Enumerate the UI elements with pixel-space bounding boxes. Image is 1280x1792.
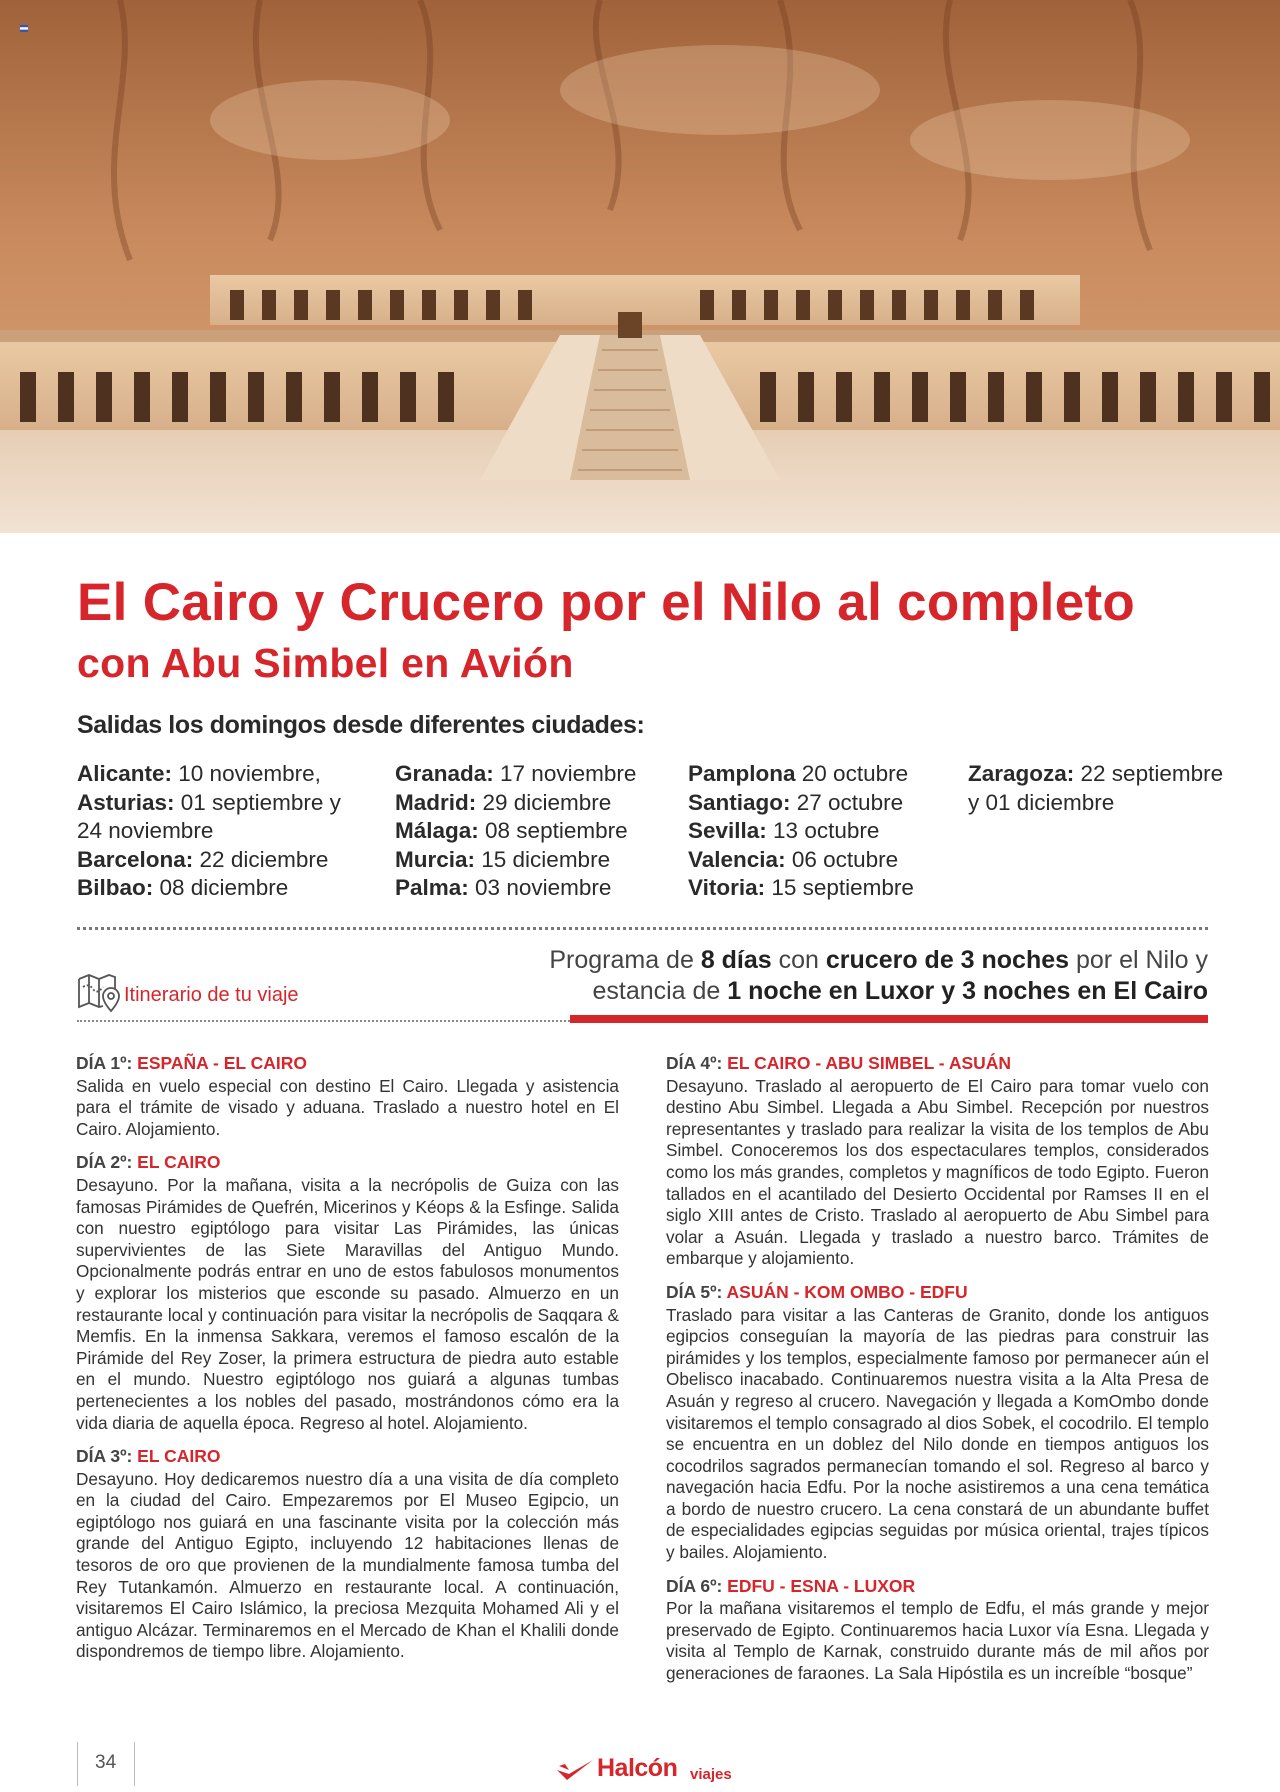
program-summary: Programa de 8 días con crucero de 3 noches por el Nilo y estancia de 1 noche en Luxor y 3 noches en El Cairo: [549, 946, 1208, 1005]
day-heading: DÍA 5º: ASUÁN - KOM OMBO - EDFU: [666, 1281, 968, 1302]
departure-item: Alicante: 10 noviembre,: [77, 761, 321, 786]
day-block-1: [76, 1053, 619, 1140]
footer-divider: [134, 1742, 135, 1786]
departure-item: Valencia: 06 octubre: [688, 846, 899, 872]
dotted-divider: [77, 927, 1208, 930]
brand-sub: viajes: [690, 1766, 732, 1783]
hero-photo-temple: [0, 0, 1280, 533]
map-pin-icon: [77, 973, 121, 1013]
departure-item: Palma: 03 noviembre: [395, 875, 612, 900]
departures-column-1: [77, 760, 367, 903]
day-text: Desayuno. Traslado al aeropuerto de El Cairo para tomar vuelo con destino Abu Simbel. Llegada a Abu Simbel. Recepción por nuestros representantes y traslado para realizar la visita de los templos de Abu Simbel. Conoceremos los dos espectaculares templos, considerados como los más grandes, completos y magníficos de todo Egipto. Fueron tallados en el acantilado del Desierto Occidental por Ramses II en el siglo XIII antes de Cristo. Traslado al aeropuerto de Abu Simbel para volar a Asuán. Llegada y traslado a nuestro barco. Trámites de embarque y alojamiento.: [666, 1075, 1209, 1269]
day-text: Traslado para visitar a las Canteras de Granito, donde los antiguos egipcios conseguían la mayoría de las piedras para construir las pirámides y los templos, especialmente famoso por permanecer aún el Obelisco inacabado. Continuaremos nuestra visita a la Alta Presa de Asuán y regreso al crucero. Navegación y llegada a KomOmbo donde visitaremos el templo consagrado al dios Sobek, el cocodrilo. El templo se encuentra en un doblez del Nilo donde en tiempos antiguos los cocodrilos sagrados permanecían tomando el sol. Regreso al barco y navegación hacia Edfu. Por la noche asistiremos a una cena temática a bordo de nuestro crucero. La cena constará de un abundante buffet de especialidades egipcias seguidas por música oriental, trajes típicos y bailes. Alojamiento.: [666, 1304, 1209, 1563]
page-subtitle: con Abu Simbel en Avión: [77, 640, 574, 686]
departure-item: Málaga: 08 septiembre: [395, 818, 628, 843]
departure-item: Zaragoza: 22 septiembre y 01 diciembre: [968, 761, 1224, 815]
departure-item: Murcia: 15 diciembre: [395, 846, 611, 872]
day-heading: DÍA 1º: ESPAÑA - EL CAIRO: [76, 1053, 308, 1073]
departure-item: Pamplona 20 octubre: [688, 761, 909, 786]
flag-icon: [20, 19, 28, 26]
page-number: 34: [95, 1752, 117, 1773]
departure-item: Granada: 17 noviembre: [395, 761, 637, 786]
day-block-3: [76, 1446, 619, 1663]
day-block-2: [76, 1152, 619, 1434]
accent-bar: [570, 1015, 1208, 1023]
itinerary-column-left: [76, 1053, 619, 1675]
departure-item: Santiago: 27 octubre: [688, 789, 904, 815]
day-heading: DÍA 6º: EDFU - ESNA - LUXOR: [666, 1575, 916, 1596]
departure-item: Madrid: 29 diciembre: [395, 789, 612, 815]
departure-item: Vitoria: 15 septiembre: [688, 875, 914, 900]
day-text: Por la mañana visitaremos el templo de Edfu, el más grande y mejor preservado de Egipto. Continuaremos hacia Luxor vía Esna. Llegada y visita al Templo de Karnak, construido durante más de mil años por generaciones de faraones. La Sala Hipóstila es un increíble “bosque”: [666, 1598, 1209, 1684]
brand-name: Halcón: [597, 1754, 678, 1782]
day-text: Desayuno. Por la mañana, visita a la necrópolis de Guiza con las famosas Pirámides de Quefrén, Micerinos y Kéops & la Esfinge. Salida con nuestro egiptólogo para visitar Las Pirámides, las únicas supervivientes de las Siete Maravillas del Antiguo Mundo. Opcionalmente podrás entrar en uno de estos fabulosos monumentos y explorar los misterios que esconde su pasado. Almuerzo en un restaurante local y continuación para visitar la necrópolis de Saqqara & Memfis. En la inmensa Sakkara, veremos el famoso escalón de la Pirámide del Rey Zoser, la primera estructura de piedra auto estable en el mundo. Nuestro egiptólogo nos guiará a algunas tumbas pertenecientes a los nobles del pasado, mostrándonos cómo era la vida diaria de aquella época. Regreso al hotel. Alojamiento.: [76, 1174, 619, 1433]
departure-item: Asturias: 01 septiembre y 24 noviembre: [77, 789, 341, 843]
footer-divider: [77, 1742, 78, 1786]
dotted-divider: [77, 1020, 570, 1022]
day-text: Desayuno. Hoy dedicaremos nuestro día a una visita de día completo en la ciudad del Cairo. Empezaremos por El Museo Egipcio, un egiptólogo nos guiará en una fascinante visita por la colección más grande del Antiguo Egipto, incluyendo 12 habitaciones llenas de tesoros de oro que provienen de la mundialmente famosa tumba del Rey Tutankamón. Almuerzo en restaurante local. A continuación, visitaremos El Cairo Islámico, la preciosa Mezquita Mohamed Ali y el antiguo Alcázar. Terminaremos en el Mercado de Khan el Khalili donde dispondremos de tiempo libre. Alojamiento.: [76, 1468, 619, 1662]
page-title: El Cairo y Crucero por el Nilo al completo: [77, 573, 1136, 632]
departures-column-3: [688, 760, 968, 903]
departure-item: Barcelona: 22 diciembre: [77, 846, 329, 872]
day-text: Salida en vuelo especial con destino El Cairo. Llegada y asistencia para el trámite de visado y aduana. Traslado a nuestro hotel en El Cairo. Alojamiento.: [76, 1075, 619, 1139]
departure-item: Sevilla: 13 octubre: [688, 818, 880, 843]
day-block-4: [666, 1053, 1209, 1270]
departures-column-4: [968, 760, 1228, 817]
departure-item: Bilbao: 08 diciembre: [77, 875, 289, 900]
day-heading: DÍA 4º: EL CAIRO - ABU SIMBEL - ASUÁN: [666, 1053, 1012, 1073]
departures-column-2: [395, 760, 685, 903]
day-heading: DÍA 3º: EL CAIRO: [76, 1446, 221, 1467]
itinerary-label: Itinerario de tu viaje: [124, 984, 299, 1006]
day-block-5: [666, 1282, 1209, 1564]
day-heading: DÍA 2º: EL CAIRO: [76, 1152, 221, 1173]
day-block-6: [666, 1576, 1209, 1685]
halcon-logo-icon: [555, 1758, 595, 1784]
departures-heading: Salidas los domingos desde diferentes ciudades:: [77, 711, 645, 739]
itinerary-column-right: [666, 1053, 1209, 1697]
